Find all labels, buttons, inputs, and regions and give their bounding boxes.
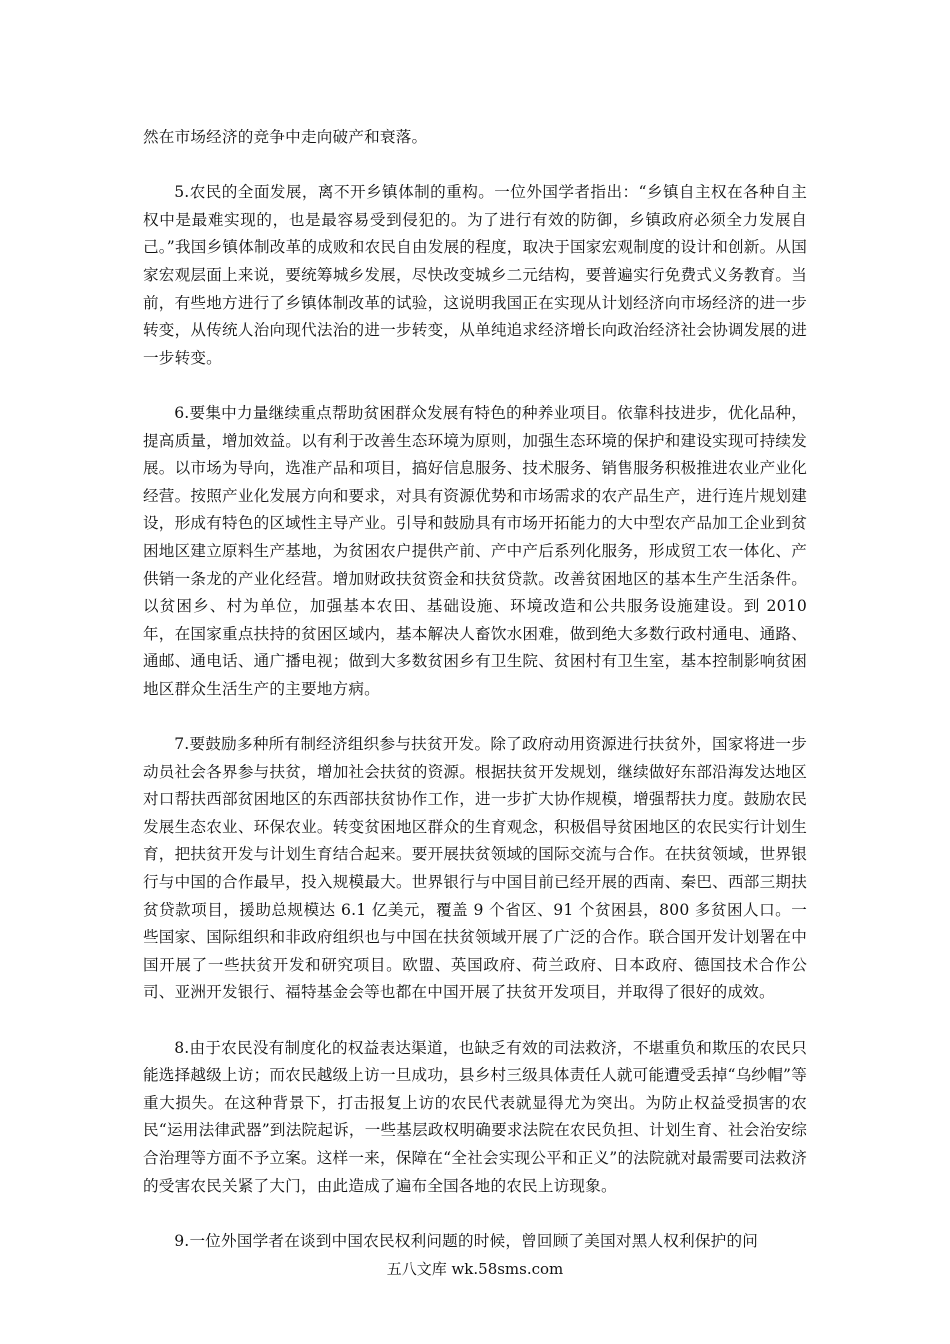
paragraph-continuation: 然在市场经济的竞争中走向破产和衰落。 xyxy=(143,128,428,146)
paragraph-6: 6.要集中力量继续重点帮助贫困群众发展有特色的种养业项目。依靠科技进步，优化品种，提高质量，增加效益。以有利于改善生态环境为原则，加强生态环境的保护和建设实现可持续发展。以市场为导向，选准产品和项目，搞好信息服务、技术服务、销售服务积极推进农业产业化经营。按照产业化发展方向和要求，对具有资源优势和市场需求的农产品生产，进行连片规划建设，形成有特色的区域性主导产业。引导和鼓励具有市场开拓能力的大中型农产品加工企业到贫困地区建立原料生产基地，为贫困农户提供产前、产中产后系列化服务，形成贸工农一体化、产供销一条龙的产业化经营。增加财政扶贫资金和扶贫贷款。改善贫困地区的基本生产生活条件。以贫困乡、村为单位，加强基本农田、基础设施、环境改造和公共服务设施建设。到 2010 年，在国家重点扶持的贫困区域内，基本解决人畜饮水困难，做到绝大多数行政村通电、通路、通邮、通电话、通广播电视；做到大多数贫困乡有卫生院、贫困村有卫生室，基本控制影响贫困地区群众生活生产的主要地方病。 xyxy=(143,403,807,698)
paragraph-7: 7.要鼓励多种所有制经济组织参与扶贫开发。除了政府动用资源进行扶贫外，国家将进一步动员社会各界参与扶贫，增加社会扶贫的资源。根据扶贫开发规划，继续做好东部沿海发达地区对口帮扶西部贫困地区的东西部扶贫协作工作，进一步扩大协作规模，增强帮扶力度。鼓励农民发展生态农业、环保农业。转变贫困地区群众的生育观念，积极倡导贫困地区的农民实行计划生育，把扶贫开发与计划生育结合起来。要开展扶贫领域的国际交流与合作。在扶贫领域，世界银行与中国的合作最早，投入规模最大。世界银行与中国目前已经开展的西南、秦巴、西部三期扶贫贷款项目，援助总规模达 6.1 亿美元，覆盖 9 个省区、91 个贫困县，800 多贫困人口。一些国家、国际组织和非政府组织也与中国在扶贫领域开展了广泛的合作。联合国开发计划署在中国开展了一些扶贫开发和研究项目。欧盟、英国政府、荷兰政府、日本政府、德国技术合作公司、亚洲开发银行、福特基金会等也都在中国开展了扶贫开发项目，并取得了很好的成效。 xyxy=(143,735,807,1002)
paragraph-5: 5.农民的全面发展，离不开乡镇体制的重构。一位外国学者指出：“乡镇自主权在各种自主权中是最难实现的，也是最容易受到侵犯的。为了进行有效的防御，乡镇政府必须全力发展自己。”我国乡镇体制改革的成败和农民自由发展的程度，取决于国家宏观制度的设计和创新。从国家宏观层面上来说，要统筹城乡发展，尽快改变城乡二元结构，要普遍实行免费式义务教育。当前，有些地方进行了乡镇体制改革的试验，这说明我国正在实现从计划经济向市场经济的进一步转变，从传统人治向现代法治的进一步转变，从单纯追求经济增长向政治经济社会协调发展的进一步转变。 xyxy=(143,183,807,367)
document-body xyxy=(143,124,807,1283)
page-footer: 五八文库 wk.58sms.com xyxy=(386,1260,564,1278)
paragraph-8: 8.由于农民没有制度化的权益表达渠道，也缺乏有效的司法救济，不堪重负和欺压的农民只能选择越级上访；而农民越级上访一旦成功，县乡村三级具体责任人就可能遭受丢掉“乌纱帽”等重大损失。在这种背景下，打击报复上访的农民代表就显得尤为突出。为防止权益受损害的农民“运用法律武器”到法院起诉，一些基层政权明确要求法院在农民负担、计划生育、社会治安综合治理等方面不予立案。这样一来，保障在“全社会实现公平和正义”的法院就对最需要司法救济的受害农民关紧了大门，由此造成了遍布全国各地的农民上访现象。 xyxy=(143,1038,807,1195)
paragraph-9: 9.一位外国学者在谈到中国农民权利问题的时候，曾回顾了美国对黑人权利保护的问 xyxy=(174,1231,759,1250)
